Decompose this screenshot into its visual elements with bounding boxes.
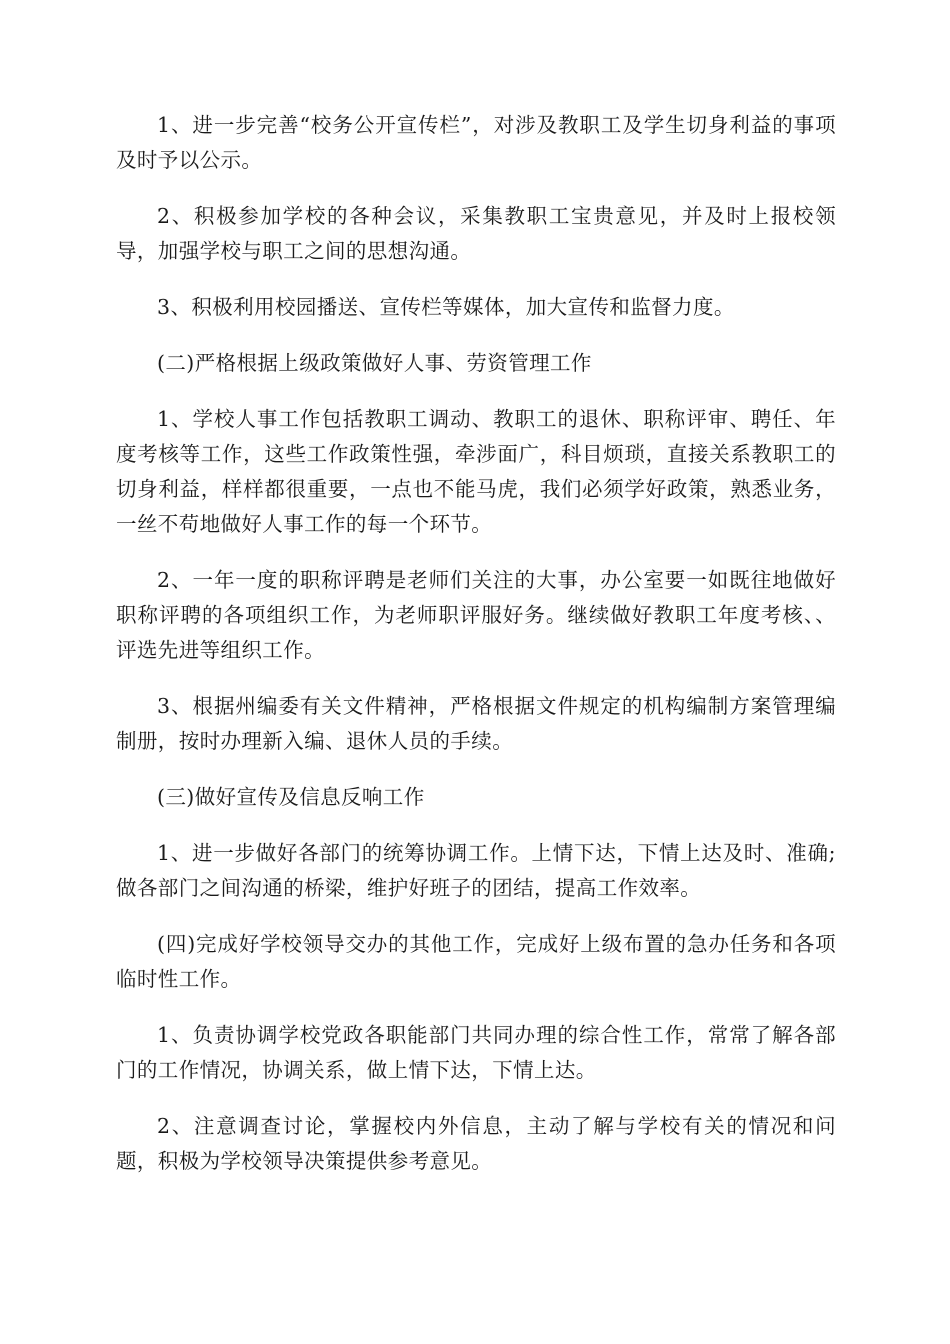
- paragraph-9: 1、进一步做好各部门的统筹协调工作。上情下达，下情上达及时、准确;做各部门之间沟通的桥梁，维护好班子的团结，提高工作效率。: [116, 841, 836, 900]
- paragraph-1: 1、进一步完善“校务公开宣传栏”，对涉及教职工及学生切身利益的事项及时予以公示。: [116, 113, 836, 172]
- paragraph-11: 1、负责协调学校党政各职能部门共同办理的综合性工作，常常了解各部门的工作情况，协调关系，做上情下达，下情上达。: [116, 1023, 836, 1082]
- paragraph-12: 2、注意调查讨论，掌握校内外信息，主动了解与学校有关的情况和问题，积极为学校领导决策提供参考意见。: [116, 1114, 836, 1173]
- section-heading-4: (四)完成好学校领导交办的其他工作，完成好上级布置的急办任务和各项临时性工作。: [116, 932, 836, 991]
- paragraph-6: 2、一年一度的职称评聘是老师们关注的大事，办公室要一如既往地做好职称评聘的各项组织工作，为老师职评服好务。继续做好教职工年度考核、、评选先进等组织工作。: [116, 568, 836, 662]
- section-heading-2: (二)严格根据上级政策做好人事、劳资管理工作: [157, 351, 592, 375]
- paragraph-5: 1、学校人事工作包括教职工调动、教职工的退休、职称评审、聘任、年度考核等工作，这些工作政策性强，牵涉面广，科目烦琐，直接关系教职工的切身利益，样样都很重要，一点也不能马虎，我们必须学好政策，熟悉业务，一丝不苟地做好人事工作的每一个环节。: [116, 407, 836, 536]
- paragraph-7: 3、根据州编委有关文件精神，严格根据文件规定的机构编制方案管理编制册，按时办理新入编、退休人员的手续。: [116, 694, 836, 753]
- document-body: [116, 108, 836, 1200]
- paragraph-3: 3、积极利用校园播送、宣传栏等媒体，加大宣传和监督力度。: [157, 295, 735, 319]
- paragraph-2: 2、积极参加学校的各种会议，采集教职工宝贵意见，并及时上报校领导，加强学校与职工之间的思想沟通。: [116, 204, 836, 263]
- section-heading-3: (三)做好宣传及信息反响工作: [157, 785, 425, 809]
